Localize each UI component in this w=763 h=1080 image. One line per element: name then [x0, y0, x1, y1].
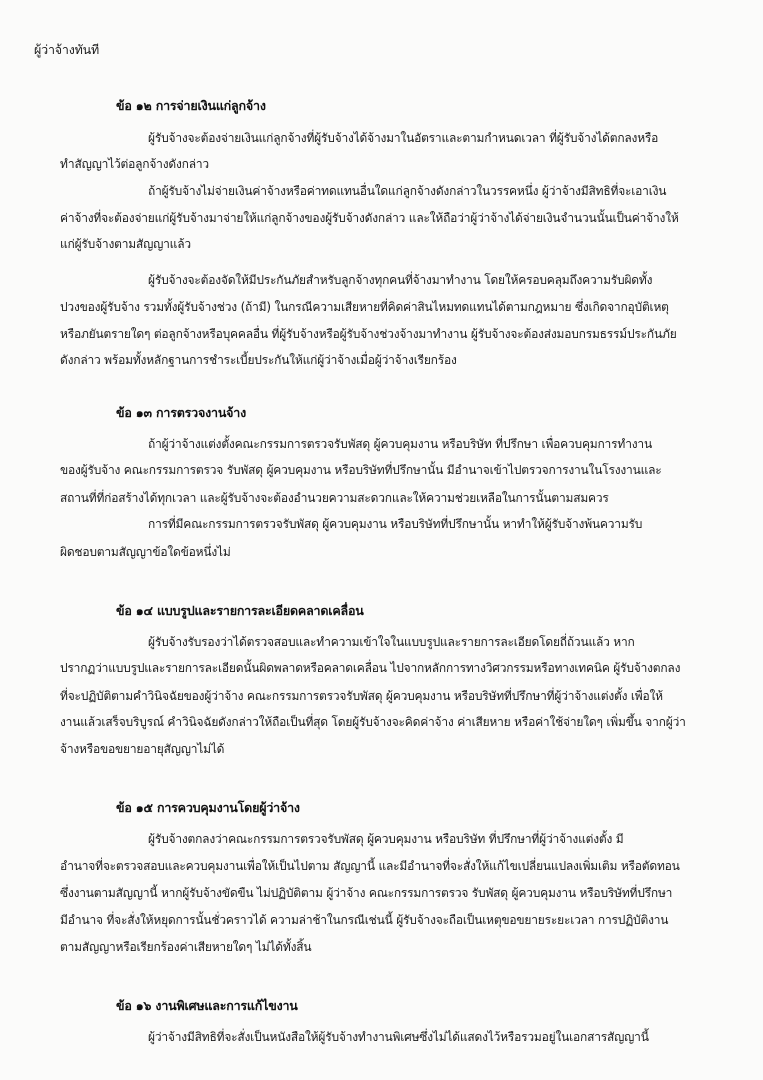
paragraph-line: สถานที่ที่ก่อสร้างได้ทุกเวลา และผู้รับจ้างจะต้องอำนวยความสะดวกและให้ความช่วยเหลือในการนั้นตามสมควร — [60, 491, 609, 505]
paragraph-line: ทำสัญญาไว้ต่อลูกจ้างดังกล่าว — [60, 157, 209, 171]
paragraph-line: งานแล้วเสร็จบริบูรณ์ คำวินิจฉัยดังกล่าวให้ถือเป็นที่สุด โดยผู้รับจ้างจะคิดค่าจ้าง ค่าเสียหาย หรือค่าใช้จ่ายใดๆ เพิ่มขึ้น จากผู้ว่า — [60, 715, 686, 729]
paragraph-line: ปวงของผู้รับจ้าง รวมทั้งผู้รับจ้างช่วง (ถ้ามี) ในกรณีความเสียหายที่คิดค่าสินไหมทดแทนได้ตามกฎหมาย ซึ่งเกิดจากอุบัติเหตุ — [60, 300, 669, 314]
paragraph-line: หรือภยันตรายใดๆ ต่อลูกจ้างหรือบุคคลอื่น ที่ผู้รับจ้างหรือผู้รับจ้างช่วงจ้างมาทำงาน ผู้รับจ้างจะต้องส่งมอบกรมธรรม์ประกันภัย — [60, 327, 677, 341]
continued-text: ผู้ว่าจ้างทันที — [34, 42, 100, 57]
paragraph-line: ผิดชอบตามสัญญาข้อใดข้อหนึ่งไม่ — [60, 545, 231, 559]
paragraph-line: ค่าจ้างที่จะต้องจ่ายแก่ผู้รับจ้างมาจ่ายให้แก่ลูกจ้างของผู้รับจ้างดังกล่าว และให้ถือว่าผู้ว่าจ้างได้จ่ายเงินจำนวนนั้นเป็นค่าจ้างให้ — [60, 211, 679, 225]
section-heading-16: ข้อ ๑๖ งานพิเศษและการแก้ไขงาน — [116, 998, 298, 1013]
paragraph-line: จ้างหรือขอขยายอายุสัญญาไม่ได้ — [60, 742, 225, 756]
paragraph-line: อำนาจที่จะตรวจสอบและควบคุมงานเพื่อให้เป็นไปตาม สัญญานี้ และมีอำนาจที่จะสั่งให้แก้ไขเปลี่ยนแปลงเพิ่มเติม หรือตัดทอน — [60, 859, 680, 873]
section-heading-14: ข้อ ๑๔ แบบรูปและรายการละเอียดคลาดเคลื่อน — [116, 603, 364, 618]
paragraph-line: ผู้รับจ้างจะต้องจัดให้มีประกันภัยสำหรับลูกจ้างทุกคนที่จ้างมาทำงาน โดยให้ครอบคลุมถึงความรับผิดทั้ง — [148, 273, 653, 287]
paragraph-line: ถ้าผู้ว่าจ้างแต่งตั้งคณะกรรมการตรวจรับพัสดุ ผู้ควบคุมงาน หรือบริษัท ที่ปรึกษา เพื่อควบคุมการทำงาน — [148, 437, 652, 451]
paragraph-line: มีอำนาจ ที่จะสั่งให้หยุดการนั้นชั่วคราวได้ ความล่าช้าในกรณีเช่นนี้ ผู้รับจ้างจะถือเป็นเหตุขอขยายระยะเวลา การปฏิบัติงาน — [60, 913, 669, 927]
paragraph-line: แก่ผู้รับจ้างตามสัญญาแล้ว — [60, 237, 191, 251]
paragraph-line: ตามสัญญาหรือเรียกร้องค่าเสียหายใดๆ ไม่ได้ทั้งสิ้น — [60, 940, 312, 954]
paragraph-line: ดังกล่าว พร้อมทั้งหลักฐานการชำระเบี้ยประกันให้แก่ผู้ว่าจ้างเมื่อผู้ว่าจ้างเรียกร้อง — [60, 353, 457, 367]
section-heading-12: ข้อ ๑๒ การจ่ายเงินแก่ลูกจ้าง — [116, 98, 266, 113]
paragraph-line: ปรากฏว่าแบบรูปและรายการละเอียดนั้นผิดพลาดหรือคลาดเคลื่อน ไปจากหลักการทางวิศวกรรมหรือทางเทคนิค ผู้รับจ้างตกลง — [60, 661, 681, 675]
paragraph-line: ผู้รับจ้างตกลงว่าคณะกรรมการตรวจรับพัสดุ ผู้ควบคุมงาน หรือบริษัท ที่ปรึกษาที่ผู้ว่าจ้างแต่งตั้ง มี — [148, 832, 624, 846]
paragraph-line: ผู้ว่าจ้างมีสิทธิที่จะสั่งเป็นหนังสือให้ผู้รับจ้างทำงานพิเศษซึ่งไม่ได้แสดงไว้หรือรวมอยู่ในเอกสารสัญญานี้ — [148, 1030, 649, 1044]
paragraph-line: ซึ่งงานตามสัญญานี้ หากผู้รับจ้างขัดขืน ไม่ปฏิบัติตาม ผู้ว่าจ้าง คณะกรรมการตรวจ รับพัสดุ ผู้ควบคุมงาน หรือบริษัทที่ปรึกษา — [60, 886, 673, 900]
paragraph-line: ผู้รับจ้างจะต้องจ่ายเงินแก่ลูกจ้างที่ผู้รับจ้างได้จ้างมาในอัตราและตามกำหนดเวลา ที่ผู้รับจ้างได้ตกลงหรือ — [148, 131, 659, 145]
paragraph-line: ที่จะปฏิบัติตามคำวินิจฉัยของผู้ว่าจ้าง คณะกรรมการตรวจรับพัสดุ ผู้ควบคุมงาน หรือบริษัทที่ปรึกษาที่ผู้ว่าจ้างแต่งตั้ง เพื่อให้ — [60, 689, 663, 703]
section-heading-13: ข้อ ๑๓ การตรวจงานจ้าง — [116, 405, 247, 420]
paragraph-line: ผู้รับจ้างรับรองว่าได้ตรวจสอบและทำความเข้าใจในแบบรูปและรายการละเอียดโดยถี่ถ้วนแล้ว หาก — [148, 635, 635, 649]
paragraph-line: การที่มีคณะกรรมการตรวจรับพัสดุ ผู้ควบคุมงาน หรือบริษัทที่ปรึกษานั้น หาทำให้ผู้รับจ้างพ้นความรับ — [148, 517, 643, 531]
paragraph-line: ของผู้รับจ้าง คณะกรรมการตรวจ รับพัสดุ ผู้ควบคุมงาน หรือบริษัทที่ปรึกษานั้น มีอำนาจเข้าไปตรวจการงานในโรงงานและ — [60, 463, 662, 477]
section-heading-15: ข้อ ๑๕ การควบคุมงานโดยผู้ว่าจ้าง — [116, 800, 300, 815]
paragraph-line: ถ้าผู้รับจ้างไม่จ่ายเงินค่าจ้างหรือค่าทดแทนอื่นใดแก่ลูกจ้างดังกล่าวในวรรคหนึ่ง ผู้ว่าจ้างมีสิทธิที่จะเอาเงิน — [148, 184, 667, 198]
